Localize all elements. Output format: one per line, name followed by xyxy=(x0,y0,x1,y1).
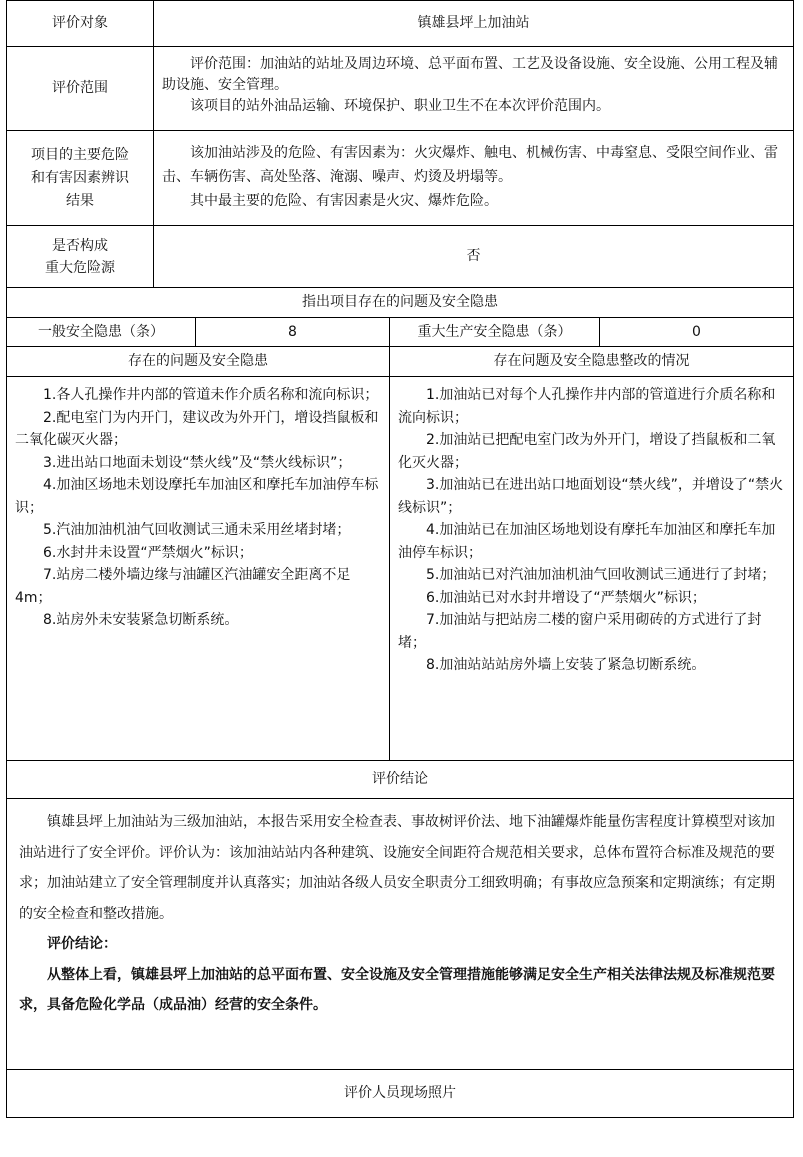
scope-text xyxy=(153,47,793,130)
conclusion-paragraph: 镇雄县坪上加油站为三级加油站，本报告采用安全检查表、事故树评价法、地下油罐爆炸能量伤害程度计算模型对该加油站进行了安全评价。评价认为：该加油站站内各种建筑、设施安全间距符合规范相关要求，总体布置符合标准及规范的要求；加油站建立了安全管理制度并认真落实；加油站各级人员安全职责分工细致明确；有事故应急预案和定期演练；有定期的安全检查和整改措施。 xyxy=(19,814,775,922)
list-item: 6.加油站已对水封井增设了“严禁烟火”标识； xyxy=(426,589,706,606)
label-major-line-1: 是否构成 xyxy=(52,237,108,254)
list-item: 5.汽油加油机油气回收测试三通未采用丝堵封堵； xyxy=(43,522,351,538)
row-hazard-counts xyxy=(6,318,794,347)
value-general-hazard-count: 8 xyxy=(195,318,389,346)
label-general-hazard-count: 一般安全隐患（条） xyxy=(38,323,164,340)
label-hazard-line-2: 和有害因素辨识 xyxy=(31,169,129,186)
list-item: 3.进出站口地面未划设“禁火线”及“禁火线标识”； xyxy=(43,454,352,471)
label-hazard-line-1: 项目的主要危险 xyxy=(31,146,129,163)
hazard-paragraph-1: 该加油站涉及的危险、有害因素为：火灾爆炸、触电、机械伤害、中毒窒息、受限空间作业、雷击、车辆伤害、高处坠落、淹溺、噪声、灼烫及坍塌等。 xyxy=(162,145,778,185)
list-item: 4.加油区场地未划设摩托车加油区和摩托车加油停车标识； xyxy=(15,477,379,516)
row-evaluation-object xyxy=(6,0,794,47)
label-evaluation-object: 评价对象 xyxy=(52,15,108,31)
row-major-hazard-source xyxy=(6,226,794,288)
conclusion-final-statement: 从整体上看，镇雄县坪上加油站的总平面布置、安全设施及安全管理措施能够满足安全生产相关法律法规及标准规范要求，具备危险化学品（成品油）经营的安全条件。 xyxy=(19,966,775,1013)
issues-section-header: 指出项目存在的问题及安全隐患 xyxy=(6,288,794,318)
row-hazard-identification xyxy=(6,131,794,226)
label-evaluation-scope: 评价范围 xyxy=(52,80,108,96)
row-evaluation-scope xyxy=(6,47,794,131)
list-item: 8.加油站站站房外墙上安装了紧急切断系统。 xyxy=(426,657,706,673)
label-major-hazard-source xyxy=(7,226,153,287)
label-hazard-line-3: 结果 xyxy=(66,192,94,209)
list-item: 5.加油站已对汽油加油机油气回收测试三通进行了封堵； xyxy=(426,567,776,583)
value-major-hazard-source: 否 xyxy=(153,226,793,287)
list-item: 6.水封井未设置“严禁烟火”标识； xyxy=(43,544,253,561)
hazard-text xyxy=(153,131,793,225)
conclusion-body xyxy=(6,799,794,1070)
conclusion-title: 评价结论： xyxy=(47,936,117,952)
list-item: 2.配电室门为内开门，建议改为外开门，增设挡鼠板和二氧化碳灭火器； xyxy=(15,409,379,448)
label-major-line-2: 重大危险源 xyxy=(45,259,115,276)
column-header-fixes: 存在问题及安全隐患整改的情况 xyxy=(389,347,793,376)
list-item: 8.站房外未安装紧急切断系统。 xyxy=(43,612,239,628)
list-item: 1.加油站已对每个人孔操作井内部的管道进行介质名称和流向标识； xyxy=(398,387,776,426)
scope-paragraph-2: 该项目的站外油品运输、环境保护、职业卫生不在本次评价范围内。 xyxy=(190,98,610,114)
value-major-hazard-count: 0 xyxy=(599,318,793,346)
list-item: 7.加油站与把站房二楼的窗户采用砌砖的方式进行了封堵； xyxy=(398,612,762,651)
value-evaluation-object: 镇雄县坪上加油站 xyxy=(153,1,793,46)
label-hazard-identification xyxy=(7,131,153,225)
list-item: 1.各人孔操作井内部的管道未作介质名称和流向标识； xyxy=(43,387,379,403)
row-issue-lists xyxy=(6,377,794,761)
fixes-list xyxy=(389,377,793,760)
list-item: 7.站房二楼外墙边缘与油罐区汽油罐安全距离不足 4m； xyxy=(15,567,351,606)
label-major-hazard-count: 重大生产安全隐患（条） xyxy=(389,318,599,346)
column-header-issues: 存在的问题及安全隐患 xyxy=(128,353,268,369)
conclusion-section-header: 评价结论 xyxy=(6,761,794,799)
row-issue-columns xyxy=(6,347,794,377)
hazard-paragraph-2: 其中最主要的危险、有害因素是火灾、爆炸危险。 xyxy=(190,193,498,209)
photos-section-header: 评价人员现场照片 xyxy=(6,1070,794,1118)
scope-paragraph-1: 评价范围：加油站的站址及周边环境、总平面布置、工艺及设备设施、安全设施、公用工程及辅助设施、安全管理。 xyxy=(162,56,778,93)
list-item: 4.加油站已在加油区场地划设有摩托车加油区和摩托车加油停车标识； xyxy=(398,522,776,561)
list-item: 2.加油站已把配电室门改为外开门，增设了挡鼠板和二氧化灭火器； xyxy=(398,432,776,471)
issues-list xyxy=(7,377,389,760)
list-item: 3.加油站已在进出站口地面划设“禁火线”，并增设了“禁火线标识”； xyxy=(398,477,784,516)
